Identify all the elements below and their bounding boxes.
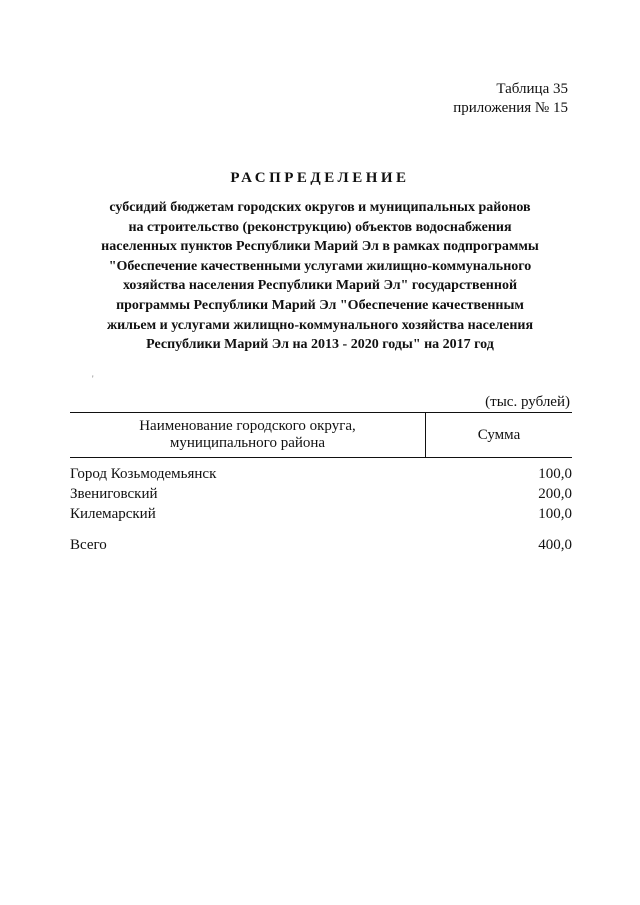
row-amount: 200,0 xyxy=(538,486,572,502)
units-label: (тыс. рублей) xyxy=(485,394,570,410)
distribution-table xyxy=(70,412,572,555)
subtitle-line: населенных пунктов Республики Марий Эл в рамках подпрограммы xyxy=(101,239,539,255)
row-amount: 100,0 xyxy=(538,506,572,522)
subtitle-line: программы Республики Марий Эл "Обеспечение качественным xyxy=(116,297,524,313)
margin-mark: ' xyxy=(92,374,94,384)
table-number: Таблица 35 xyxy=(496,81,568,97)
column-header-name-line2: муниципального района xyxy=(169,435,326,451)
table-row xyxy=(70,484,572,504)
subtitle-line: "Обеспечение качественными услугами жилищно-коммунального xyxy=(108,258,532,274)
column-header-name xyxy=(70,413,426,457)
row-name: Город Козьмодемьянск xyxy=(70,466,217,482)
subtitle-line: хозяйства населения Республики Марий Эл" государственной xyxy=(122,278,518,294)
subtitle-line: Республики Марий Эл на 2013 - 2020 годы" на 2017 год xyxy=(146,337,494,353)
table-row xyxy=(70,504,572,524)
subtitle-line: на строительство (реконструкцию) объектов водоснабжения xyxy=(128,219,512,235)
total-label: Всего xyxy=(70,537,107,553)
total-amount: 400,0 xyxy=(538,537,572,553)
total-row xyxy=(70,535,572,555)
document-title: РАСПРЕДЕЛЕНИЕ xyxy=(230,170,410,186)
table-header xyxy=(70,412,572,458)
column-header-sum: Сумма xyxy=(477,427,521,443)
row-name: Звениговский xyxy=(70,486,158,502)
table-body xyxy=(70,464,572,555)
appendix-number: приложения № 15 xyxy=(453,100,568,116)
document-subtitle xyxy=(70,198,570,355)
subtitle-line: субсидий бюджетам городских округов и муниципальных районов xyxy=(109,200,531,215)
row-name: Килемарский xyxy=(70,506,156,522)
table-row xyxy=(70,464,572,484)
subtitle-line: жильем и услугами жилищно-коммунального хозяйства населения xyxy=(106,317,534,333)
column-header-name-line1: Наименование городского округа, xyxy=(139,418,356,434)
table-reference xyxy=(453,80,568,118)
row-amount: 100,0 xyxy=(538,466,572,482)
